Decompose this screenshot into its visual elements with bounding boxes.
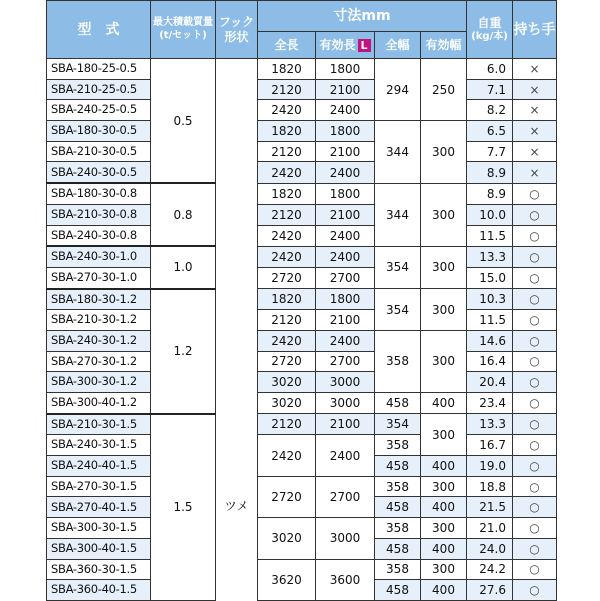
table-row (47, 351, 557, 372)
overall-length-cell: 2720 (258, 351, 316, 372)
overall-length-cell: 2420 (258, 330, 316, 351)
handle-cell: ○ (513, 225, 557, 246)
handle-cell: ○ (513, 414, 557, 435)
model-cell: SBA-180-25-0.5 (47, 59, 151, 80)
weight-cell: 15.0 (467, 267, 513, 288)
table-row (47, 79, 557, 100)
handle-cell: ○ (513, 580, 557, 601)
weight-cell: 8.2 (467, 100, 513, 121)
overall-length-cell: 2120 (258, 204, 316, 225)
table-row (47, 141, 557, 162)
header-max-load-unit: (t/セット) (159, 29, 207, 41)
model-cell: SBA-240-40-1.5 (47, 456, 151, 477)
model-cell: SBA-270-40-1.5 (47, 497, 151, 518)
table-row (47, 59, 557, 80)
model-cell: SBA-270-30-1.2 (47, 351, 151, 372)
weight-cell: 21.0 (467, 518, 513, 539)
model-cell: SBA-300-40-1.5 (47, 538, 151, 559)
overall-length-cell: 1820 (258, 289, 316, 310)
model-cell: SBA-180-30-0.8 (47, 183, 151, 204)
overall-length-cell: 1820 (258, 183, 316, 204)
table-row (47, 559, 557, 580)
overall-width-cell: 358 (375, 476, 421, 497)
table-row (47, 183, 557, 204)
weight-cell: 14.6 (467, 330, 513, 351)
overall-length-cell: 2420 (258, 246, 316, 267)
hook-shape-cell: ツメ (216, 59, 258, 601)
overall-width-cell: 458 (375, 580, 421, 601)
effective-length-cell: 2100 (316, 141, 375, 162)
weight-cell: 6.5 (467, 121, 513, 142)
effective-width-cell: 300 (421, 476, 467, 497)
table-row (47, 310, 557, 331)
model-cell: SBA-300-30-1.2 (47, 372, 151, 393)
overall-length-cell: 2120 (258, 414, 316, 435)
handle-cell: ○ (513, 372, 557, 393)
model-cell: SBA-300-40-1.2 (47, 393, 151, 414)
overall-width-cell: 358 (375, 435, 421, 456)
overall-length-cell: 3620 (258, 559, 316, 600)
header-weight (467, 1, 513, 59)
weight-cell: 11.5 (467, 225, 513, 246)
effective-length-cell: 2100 (316, 414, 375, 435)
effective-width-cell: 300 (421, 414, 467, 456)
header-hook-label: フック (218, 14, 255, 29)
overall-length-cell: 2120 (258, 310, 316, 331)
effective-width-cell: 300 (421, 183, 467, 246)
weight-cell: 19.0 (467, 456, 513, 477)
effective-width-cell: 300 (421, 559, 467, 580)
table-row (47, 100, 557, 121)
weight-cell: 7.1 (467, 79, 513, 100)
handle-cell: × (513, 59, 557, 80)
handle-cell: ○ (513, 456, 557, 477)
effective-width-cell: 400 (421, 393, 467, 414)
weight-cell: 7.7 (467, 141, 513, 162)
effective-length-cell: 2400 (316, 225, 375, 246)
effective-length-cell: 2700 (316, 476, 375, 517)
handle-cell: × (513, 141, 557, 162)
handle-cell: ○ (513, 538, 557, 559)
overall-width-cell: 354 (375, 246, 421, 288)
weight-cell: 13.3 (467, 414, 513, 435)
overall-width-cell: 358 (375, 559, 421, 580)
l-badge: L (358, 39, 371, 52)
model-cell: SBA-360-30-1.5 (47, 559, 151, 580)
effective-length-cell: 2700 (316, 351, 375, 372)
effective-width-cell: 400 (421, 456, 467, 477)
table-row (47, 372, 557, 393)
handle-cell: × (513, 79, 557, 100)
weight-cell: 8.9 (467, 162, 513, 183)
model-cell: SBA-180-30-0.5 (47, 121, 151, 142)
weight-cell: 27.6 (467, 580, 513, 601)
overall-length-cell: 1820 (258, 121, 316, 142)
effective-length-cell: 2400 (316, 162, 375, 183)
effective-length-cell: 2400 (316, 246, 375, 267)
header-weight-unit: (kg/本) (471, 31, 508, 42)
effective-length-cell: 2100 (316, 79, 375, 100)
table-row (47, 225, 557, 246)
effective-length-cell: 2100 (316, 310, 375, 331)
weight-cell: 20.4 (467, 372, 513, 393)
table-row (47, 121, 557, 142)
weight-cell: 21.5 (467, 497, 513, 518)
table-row (47, 518, 557, 539)
overall-length-cell: 2720 (258, 476, 316, 517)
overall-length-cell: 2420 (258, 100, 316, 121)
effective-width-cell: 300 (421, 518, 467, 539)
spec-table (46, 0, 557, 601)
handle-cell: ○ (513, 289, 557, 310)
header-hook (216, 1, 258, 59)
model-cell: SBA-240-30-0.5 (47, 162, 151, 183)
overall-length-cell: 2420 (258, 435, 316, 476)
header-weight-label: 自重 (477, 16, 502, 30)
handle-cell: ○ (513, 246, 557, 267)
header-effective-length (316, 32, 375, 59)
max-load-cell: 1.2 (151, 289, 216, 414)
model-cell: SBA-240-25-0.5 (47, 100, 151, 121)
overall-length-cell: 2420 (258, 162, 316, 183)
model-cell: SBA-360-40-1.5 (47, 580, 151, 601)
table-row (47, 267, 557, 288)
overall-length-cell: 2120 (258, 79, 316, 100)
handle-cell: × (513, 100, 557, 121)
model-cell: SBA-240-30-0.8 (47, 225, 151, 246)
handle-cell: ○ (513, 518, 557, 539)
effective-width-cell: 400 (421, 497, 467, 518)
header-effective-width: 有効幅 (421, 32, 467, 59)
handle-cell: × (513, 121, 557, 142)
overall-width-cell: 354 (375, 414, 421, 435)
overall-length-cell: 2120 (258, 141, 316, 162)
overall-width-cell: 354 (375, 289, 421, 331)
table-row (47, 246, 557, 267)
model-cell: SBA-240-30-1.2 (47, 330, 151, 351)
effective-length-cell: 1800 (316, 59, 375, 80)
header-model: 型 式 (47, 1, 151, 59)
overall-width-cell: 358 (375, 518, 421, 539)
model-cell: SBA-210-30-0.5 (47, 141, 151, 162)
overall-width-cell: 458 (375, 538, 421, 559)
table-row (47, 204, 557, 225)
header-overall-width: 全幅 (375, 32, 421, 59)
overall-width-cell: 358 (375, 330, 421, 392)
overall-length-cell: 3020 (258, 393, 316, 414)
effective-width-cell: 300 (421, 330, 467, 392)
overall-width-cell: 458 (375, 393, 421, 414)
model-cell: SBA-240-30-1.0 (47, 246, 151, 267)
effective-length-cell: 2400 (316, 435, 375, 476)
handle-cell: ○ (513, 393, 557, 414)
model-cell: SBA-240-30-1.5 (47, 435, 151, 456)
handle-cell: ○ (513, 310, 557, 331)
spec-table-body (47, 59, 557, 601)
weight-cell: 24.0 (467, 538, 513, 559)
weight-cell: 10.3 (467, 289, 513, 310)
effective-length-cell: 2700 (316, 267, 375, 288)
model-cell: SBA-210-30-1.5 (47, 414, 151, 435)
overall-length-cell: 3020 (258, 372, 316, 393)
table-row (47, 289, 557, 310)
handle-cell: ○ (513, 476, 557, 497)
overall-width-cell: 344 (375, 121, 421, 184)
handle-cell: ○ (513, 204, 557, 225)
handle-cell: ○ (513, 497, 557, 518)
effective-length-cell: 3600 (316, 559, 375, 600)
overall-width-cell: 344 (375, 183, 421, 246)
weight-cell: 10.0 (467, 204, 513, 225)
max-load-cell: 0.8 (151, 183, 216, 246)
model-cell: SBA-270-30-1.0 (47, 267, 151, 288)
header-hook-label2: 形状 (224, 29, 249, 44)
effective-length-cell: 3000 (316, 372, 375, 393)
overall-length-cell: 1820 (258, 59, 316, 80)
table-row (47, 476, 557, 497)
weight-cell: 11.5 (467, 310, 513, 331)
table-row (47, 393, 557, 414)
model-cell: SBA-180-30-1.2 (47, 289, 151, 310)
effective-width-cell: 300 (421, 289, 467, 331)
model-cell: SBA-210-30-1.2 (47, 310, 151, 331)
effective-width-cell: 300 (421, 121, 467, 184)
header-max-load (151, 1, 216, 59)
max-load-cell: 0.5 (151, 59, 216, 184)
weight-cell: 16.7 (467, 435, 513, 456)
table-row (47, 414, 557, 435)
effective-width-cell: 400 (421, 580, 467, 601)
handle-cell: ○ (513, 351, 557, 372)
handle-cell: ○ (513, 330, 557, 351)
model-cell: SBA-210-25-0.5 (47, 79, 151, 100)
effective-length-cell: 1800 (316, 289, 375, 310)
weight-cell: 8.9 (467, 183, 513, 204)
weight-cell: 24.2 (467, 559, 513, 580)
weight-cell: 6.0 (467, 59, 513, 80)
effective-length-cell: 2400 (316, 100, 375, 121)
overall-width-cell: 458 (375, 456, 421, 477)
weight-cell: 16.4 (467, 351, 513, 372)
handle-cell: ○ (513, 435, 557, 456)
model-cell: SBA-300-30-1.5 (47, 518, 151, 539)
header-handle: 持ち手 (513, 1, 557, 59)
effective-width-cell: 400 (421, 538, 467, 559)
handle-cell: ○ (513, 559, 557, 580)
effective-length-cell: 2100 (316, 204, 375, 225)
overall-length-cell: 2420 (258, 225, 316, 246)
handle-cell: ○ (513, 267, 557, 288)
model-cell: SBA-210-30-0.8 (47, 204, 151, 225)
effective-length-cell: 1800 (316, 183, 375, 204)
effective-width-cell: 300 (421, 246, 467, 288)
header-effective-length-label: 有効長 (319, 37, 356, 52)
overall-width-cell: 294 (375, 59, 421, 121)
overall-width-cell: 458 (375, 497, 421, 518)
max-load-cell: 1.0 (151, 246, 216, 288)
effective-length-cell: 3000 (316, 393, 375, 414)
handle-cell: ○ (513, 183, 557, 204)
model-cell: SBA-270-30-1.5 (47, 476, 151, 497)
header-max-load-label: 最大積載質量 (153, 17, 213, 28)
handle-cell: × (513, 162, 557, 183)
header-dimensions: 寸法mm (258, 1, 467, 32)
header-overall-length: 全長 (258, 32, 316, 59)
effective-length-cell: 3000 (316, 518, 375, 559)
weight-cell: 23.4 (467, 393, 513, 414)
max-load-cell: 1.5 (151, 414, 216, 601)
overall-length-cell: 3020 (258, 518, 316, 559)
weight-cell: 18.8 (467, 476, 513, 497)
weight-cell: 13.3 (467, 246, 513, 267)
table-row (47, 435, 557, 456)
effective-length-cell: 2400 (316, 330, 375, 351)
table-row (47, 330, 557, 351)
overall-length-cell: 2720 (258, 267, 316, 288)
effective-width-cell: 250 (421, 59, 467, 121)
effective-length-cell: 1800 (316, 121, 375, 142)
table-row (47, 162, 557, 183)
